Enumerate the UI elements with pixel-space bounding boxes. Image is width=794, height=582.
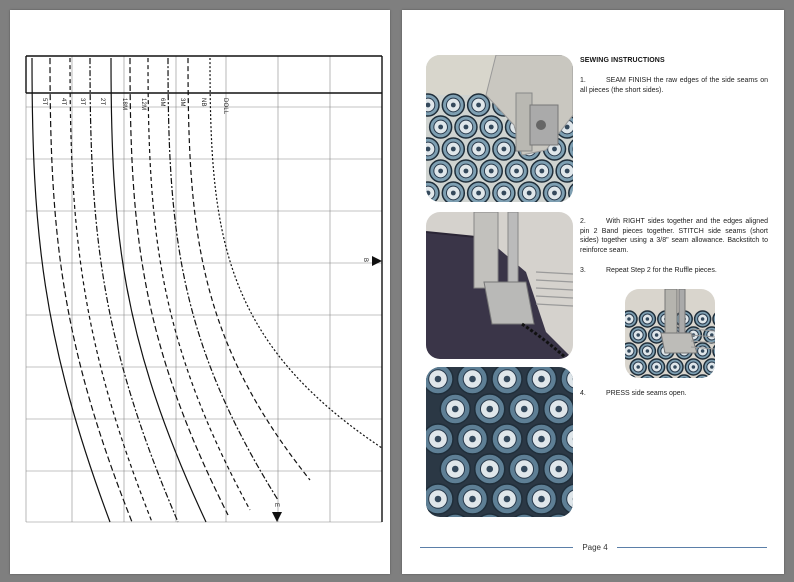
footer-rule-right — [617, 547, 767, 548]
step-4-number: 4. — [580, 390, 586, 397]
size-label-12m: 12M — [140, 98, 146, 111]
needle-fabric-photo — [625, 289, 715, 378]
fabric-closeup-photo — [426, 367, 573, 517]
size-curve-18m — [111, 58, 206, 522]
notch-e-label: E — [273, 502, 280, 508]
page-number: Page 4 — [582, 543, 608, 552]
step-2 — [580, 217, 768, 255]
footer-rule-left — [420, 547, 573, 548]
size-label-18m: 18M — [121, 98, 127, 111]
size-curve-6m — [148, 58, 250, 510]
serger-fabric-photo — [426, 55, 573, 202]
size-curve-2t — [90, 58, 178, 522]
notch-b-label: B — [362, 257, 369, 263]
size-label-6m: 6M — [159, 98, 165, 107]
pattern-grid — [10, 10, 390, 574]
step-1-text: SEAM FINISH the raw edges of the side seams on all pieces (the short sides). — [580, 77, 768, 94]
instructions-title: SEWING INSTRUCTIONS — [580, 57, 665, 64]
notch-b-marker — [372, 256, 382, 266]
size-label-doll: DOLL — [222, 98, 228, 115]
step-3-text: Repeat Step 2 for the Ruffle pieces. — [606, 267, 717, 274]
size-label-2t: 2T — [99, 98, 105, 106]
presser-foot-photo — [426, 212, 573, 359]
step-2-number: 2. — [580, 218, 586, 225]
notch-e-marker — [272, 512, 282, 522]
step-3 — [580, 266, 768, 276]
step-1-number: 1. — [580, 77, 586, 84]
step-4 — [580, 389, 768, 399]
size-curve-12m — [130, 58, 228, 515]
size-label-4t: 4T — [60, 98, 66, 106]
pattern-page — [10, 10, 390, 574]
step-3-number: 3. — [580, 267, 586, 274]
size-curve-3t — [70, 58, 152, 522]
step-4-text: PRESS side seams open. — [606, 390, 687, 397]
size-label-3m: 3M — [179, 98, 185, 107]
step-2-text: With RIGHT sides together and the edges aligned pin 2 Band pieces together. STITCH side seams (short sides) together using a 3/8" seam allowance. Backstitch to reinforce seam. — [580, 218, 768, 254]
step-1 — [580, 76, 768, 95]
size-label-5t: 5T — [41, 98, 47, 106]
size-curve-5t — [32, 58, 110, 522]
size-curve-nb — [188, 58, 310, 480]
size-curve-doll — [210, 58, 382, 448]
size-label-nb: NB — [200, 98, 206, 107]
size-curve-3m — [168, 58, 278, 500]
size-label-3t: 3T — [79, 98, 85, 106]
instructions-page — [402, 10, 784, 574]
